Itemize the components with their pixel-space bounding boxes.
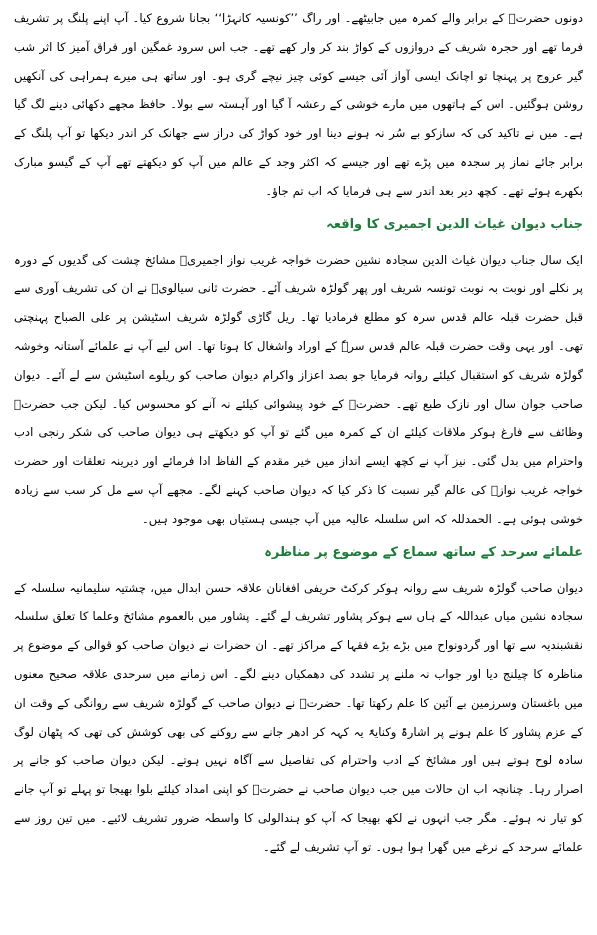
paragraph-night-incident: دونوں حضرتؒ کے برابر والے کمرہ میں جابیٹھے۔ اور راگ ’’کونسیہ کانہڑا‘‘ بجانا شروع کیا۔ آپ اپنے پلنگ پر تشریف فرما تھے اور حجرہ شریف کے دروازوں کے کواڑ بند کر وار کھے تھے۔ جب اس سرود غمگین اور فراق آمیز کا اثر شب گیر عروج پر پہنچا تو اچانک ایسی آواز آئی جیسے کوئی چیز نیچے گری ہو۔ اور ساتھ ہی میرے ہمراہی کی آنکھیں روشن ہوگئیں۔ اس کے ہاتھوں میں مارے خوشی کے رعشہ آ گیا اور آہستہ سے بولا۔ حافظ مجھے دکھائی دینے لگ گیا ہے۔ میں نے تاکید کی کہ سازکو بے سُر نہ ہونے دینا اور خود کواڑ کی دراز سے جھانک کر اندر دیکھا تو آپ پلنگ کے برابر جائے نماز پر سجدہ میں پڑے تھے اور جیسے کہ اکثر وجد کے عالم میں آپ کو دیکھتے تھے آپ کے گیسو مبارک بکھرے ہوئے تھے۔ کچھ دیر بعد اندر سے ہی فرمایا کہ اب تم جاؤ۔ <box>14 11 583 198</box>
paragraph-frontier-ulema: دیوان صاحب گولڑہ شریف سے روانہ ہوکر کرکٹ حریفی افغانان علاقہ حسن ابدال میں، چشتیہ سلیمانیہ سلسلہ کے سجادہ نشین میاں عبداللہ کے ہاں سے ہوکر پشاور تشریف لے گئے۔ پشاور میں بالعموم مشائخ وعلما کا تعلق سلسلہ نقشبندیہ سے تھا اور گردونواح میں بڑے بڑے فقہا کے مراکز تھے۔ ان حضرات نے دیوان صاحب کو قوالی کے موضوع پر مناظرہ کا چیلنج دیا اور جواب نہ ملنے پر تشدد کی دھمکیاں دینے لگے۔ اس زمانے میں سرحدی علاقہ صحیح معنوں میں باغستان وسرزمین بے آئین کا علم رکھتا تھا۔ حضرتؒ نے دیوان صاحب کے گولڑہ شریف سے روانگی کے وقت ان کے عزم پشاور کا علم ہونے پر اشارۃً وکنایۃً یہ کہہ کر ادھر جانے سے روکنے کی بھی کوشش کی تھی کہ پٹھان لوگ سادہ لوح ہوتے ہیں اور مشائخ کے ادب واحترام کی تفاصیل سے آگاہ نہیں ہوتے۔ لیکن دیوان صاحب کو جانے پر اصرار رہا۔ چنانچہ اب ان حالات میں جب دیوان صاحب نے حضرتؒ کو اپنی امداد کیلئے بلوا بھیجا تو پہلے تو آپ جانے کو تیار نہ ہوئے۔ مگر جب انہوں نے لکھ بھیجا کہ آپ کو ہندالولی کا واسطہ ضرور تشریف لائیے۔ میں تین روز سے علمائے سرحد کے نرغے میں گھرا ہوا ہوں۔ تو آپ تشریف لے گئے۔ <box>14 580 583 854</box>
section-heading-sama-debate: علمائے سرحد کے ساتھ سماع کے موضوع پر مناظرہ <box>264 544 583 560</box>
paragraph-diwan-visit: ایک سال جناب دیوان غیاث الدین سجادہ نشین حضرت خواجہ غریب نواز اجمیریؒ مشائخ چشت کی گدیوں کے دورہ پر نکلے اور نوبت بہ نوبت تونسہ شریف اور پھر گولڑہ شریف آئے۔ حضرت ثانی سیالویؒ نے ان کی تشریف آوری سے قبل حضرت قبلہ عالم قدس سرہ کو مطلع فرمادیا تھا۔ ریل گاڑی گولڑہ شریف اسٹیشن پر علی الصباح پہنچتی تھی۔ اور یہی وقت حضرت قبلہ عالم قدس سرہٗ کے اوراد واشغال کا ہوتا تھا۔ اس لیے آپ نے علمائے آستانہ وخوشہ گولڑہ شریف کو استقبال کیلئے روانہ فرمایا جو بصد اعزاز واکرام دیوان صاحب کو ریلوے اسٹیشن سے لے آئے۔ دیوان صاحب جوان سال اور نازک طبع تھے۔ حضرتؒ کے خود پیشوائی کیلئے نہ آنے کو محسوس کیا۔ لیکن جب حضرتؒ وظائف سے فارغ ہوکر ملاقات کیلئے ان کے کمرہ میں گئے تو آپ کو دیکھتے ہی دیوان صاحب کی شکر رنجی ادب واحترام میں بدل گئی۔ نیز آپ نے کچھ ایسے انداز میں خیر مقدم کے الفاظ ادا فرمائے اور دیرینہ تعلقات اور حضرت خواجہ غریب نوازؒ کی عالم گیر نسبت کا ذکر کیا کہ دیوان صاحب کہنے لگے۔ مجھے آپ سے مل کر سب سے زیادہ خوشی ہوئی ہے۔ الحمدللہ کہ اس سلسلہ عالیہ میں آپ جیسی ہستیاں بھی موجود ہیں۔ <box>14 252 583 526</box>
section-heading-diwan-ghiyasuddin: جناب دیوان غیاث الدین اجمیری کا واقعہ <box>326 216 583 232</box>
